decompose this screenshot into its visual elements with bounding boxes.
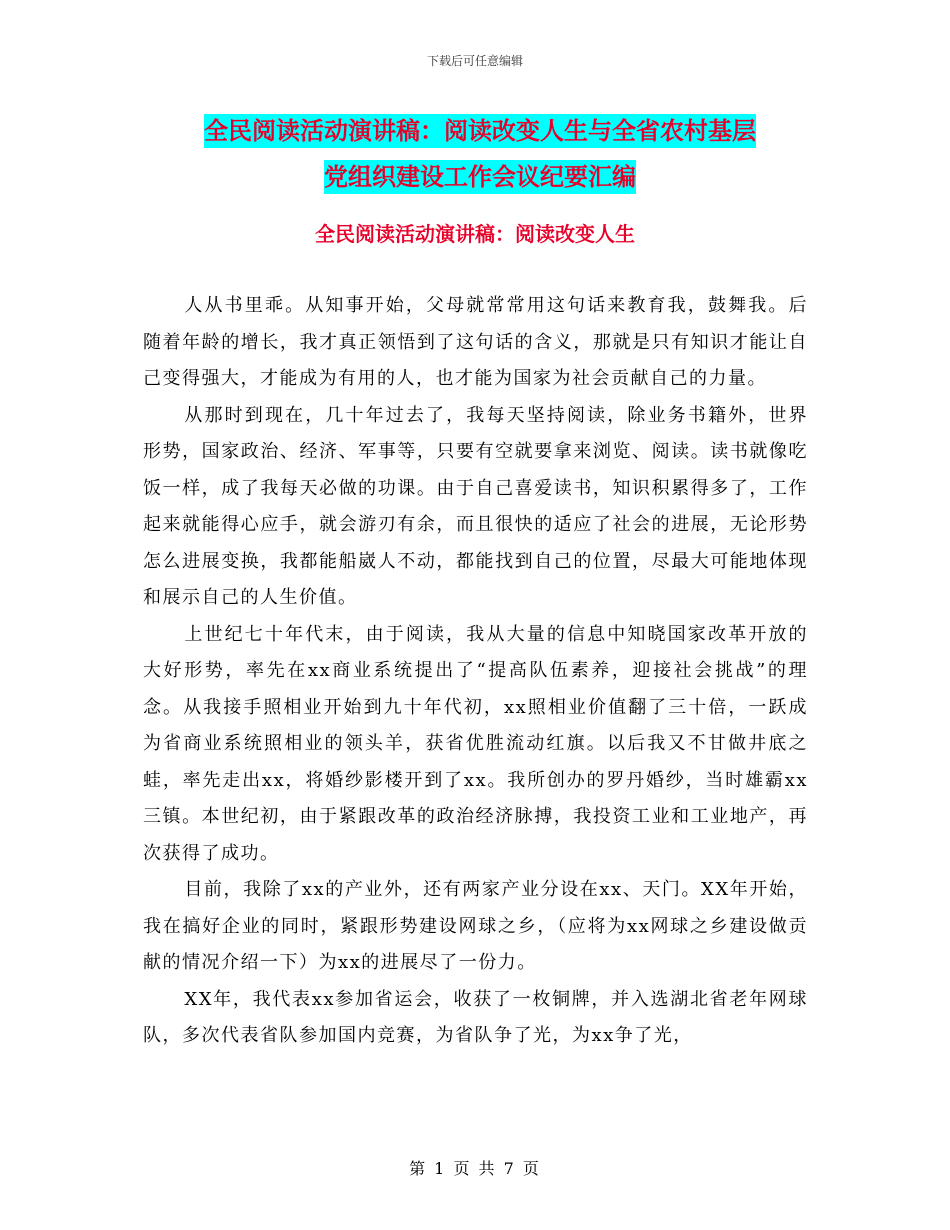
paragraph: 从那时到现在，几十年过去了，我每天坚持阅读，除业务书籍外，世界形势，国家政治、经济、军事等，只要有空就要拿来浏览、阅读。读书就像吃饭一样，成了我每天必做的功课。由于自己喜爱读书，知识积累得多了，工作起来就能得心应手，就会游刃有余，而且很快的适应了社会的进展，无论形势怎么进展变换，我都能船崴人不动，都能找到自己的位置，尽最大可能地体现和展示自己的人生价值。 bbox=[143, 404, 808, 608]
paragraph: 上世纪七十年代末，由于阅读，我从大量的信息中知晓国家改革开放的大好形势，率先在xx商业系统提出了“提高队伍素养，迎接社会挑战”的理念。从我接手照相业开始到九十年代初，xx照相业价值翻了三十倍，一跃成为省商业系统照相业的领头羊，获省优胜流动红旗。以后我又不甘做井底之蛙，率先走出xx，将婚纱影楼开到了xx。我所创办的罗丹婚纱，当时雄霸xx三镇。本世纪初，由于紧跟改革的政治经济脉搏，我投资工业和工业地产，再次获得了成功。 bbox=[143, 623, 808, 864]
document-title-line-1: 全民阅读活动演讲稿：阅读改变人生与全省农村基层 bbox=[204, 114, 756, 148]
paragraph: 目前，我除了xx的产业外，还有两家产业分设在xx、天门。XX年开始，我在搞好企业的同时，紧跟形势建设网球之乡，（应将为xx网球之乡建设做贡献的情况介绍一下）为xx的进展尽了一份力。 bbox=[143, 879, 808, 973]
document-title-line-2: 党组织建设工作会议纪要汇编 bbox=[324, 160, 636, 194]
section-title: 全民阅读活动演讲稿：阅读改变人生 bbox=[315, 222, 635, 246]
document-body bbox=[143, 288, 808, 1055]
page-number: 第 1 页 共 7 页 bbox=[409, 1159, 541, 1178]
page-header-note: 下载后可任意编辑 bbox=[426, 54, 523, 68]
paragraph: 人从书里乖。从知事开始，父母就常常用这句话来教育我，鼓舞我。后随着年龄的增长，我才真正领悟到了这句话的含义，那就是只有知识才能让自己变得强大，才能成为有用的人，也才能为国家为社会贡献自己的力量。 bbox=[143, 295, 808, 389]
paragraph: XX年，我代表xx参加省运会，收获了一枚铜牌，并入选湖北省老年网球队，多次代表省队参加国内竞赛，为省队争了光，为xx争了光， bbox=[143, 988, 808, 1046]
document-title bbox=[150, 108, 810, 200]
